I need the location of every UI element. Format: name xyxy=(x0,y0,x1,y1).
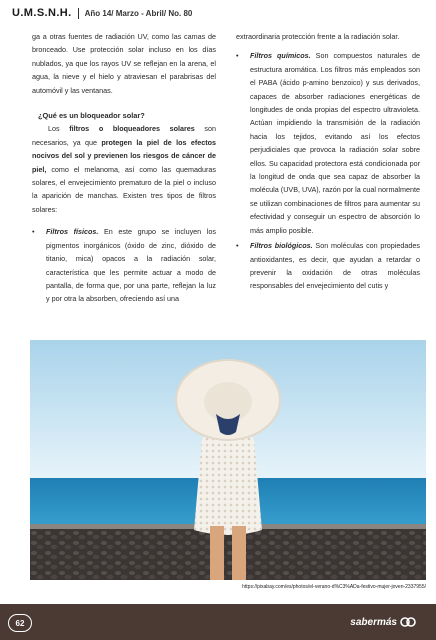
photo-credit: https://pixabay.com/es/photos/el-verano-d%C3%ADa-festivo-mujer-joven-2337955/ xyxy=(242,584,426,590)
bullet-filtros-fisicos: • Filtros físicos. En este grupo se incluyen los pigmentos inorgánicos (óxido de zinc, dióxido de titanio, mica) opacos a la radiación solar, característica que les permite actuar a modo de pantalla, de forma que, por una parte, reflejan la luz y por otra la absorben, ofreciendo así una xyxy=(32,225,216,305)
page-number: 62 xyxy=(8,614,32,632)
left-column xyxy=(32,30,216,306)
saber-mas-logo xyxy=(350,614,416,630)
page-footer xyxy=(0,604,436,640)
issue-info: Año 14/ Marzo - Abril/ No. 80 xyxy=(84,8,193,18)
left-paragraph-2: Los filtros o bloqueadores solares son necesarios, ya que protegen la piel de los efectos nocivos del sol y previenen los riesgos de cáncer de piel, como el melanoma, así como las quemaduras solares, el envejecimiento prematuro de la piel o incluso la aparición de manchas. Existen tres tipos de filtros solares: xyxy=(32,124,216,214)
section-heading: ¿Qué es un bloqueador solar? xyxy=(38,111,145,121)
bullet-term: Filtros químicos. xyxy=(250,51,311,61)
bullet-icon: • xyxy=(236,241,239,251)
header-divider xyxy=(78,8,79,19)
right-column xyxy=(236,30,420,293)
logo-text: sabermás xyxy=(350,616,397,628)
bullet-icon: • xyxy=(236,51,239,61)
right-paragraph-1: extraordinaria protección frente a la radiación solar. xyxy=(236,32,400,41)
bullet-filtros-quimicos: • Filtros químicos. Son compuestos naturales de estructura aromática. Los filtros más empleados son el PABA (ácido p-amino benzoico) y sus derivados, capaces de absorber radiaciones energéticas de longitudes de onda propias del espectro ultravioleta. Actúan impidiendo la transmisión de la radiación hacia los tejidos, evitando así los efectos perjudiciales que provoca la radiación solar sobre ellos. Su capacidad protectora está condicionada por la longitud de onda que sea capaz de absorber la molécula (UVB, UVA), razón por la cual normalmente se utilizan combinaciones de filtros para aumentar su efectividad y conseguir un espectro de absorción lo más amplio posible. xyxy=(236,49,420,237)
bold-phrase-filtros: filtros o bloqueadores solares xyxy=(69,124,195,134)
bullet-term: Filtros físicos. xyxy=(46,227,99,237)
left-paragraph-1: ga a otras fuentes de radiación UV, como las camas de bronceado. Use protección solar incluso en los días nublados, ya que los rayos UV se reflejan en la arena, el agua, la nieve y el hielo y atraviesan el parabrisas del automóvil y las ventanas. xyxy=(32,32,216,95)
bullet-icon: • xyxy=(32,227,35,237)
beach-photo xyxy=(30,340,426,580)
bold-phrase-protegen: protegen la piel de los efectos nocivos del sol y previenen los riesgos de cáncer de piel, xyxy=(32,137,216,174)
bullet-term: Filtros biológicos. xyxy=(250,241,313,251)
page-header xyxy=(12,6,192,20)
woman-sun-hat-illustration xyxy=(30,340,426,580)
logo-infinity-icon xyxy=(400,614,416,630)
journal-title: U.M.S.N.H. xyxy=(12,7,72,19)
bullet-filtros-biologicos: • Filtros biológicos. Son moléculas con propiedades antioxidantes, es decir, que ayudan a retardar o prevenir la oxidación de otras moléculas responsables del envejecimiento del cutis y xyxy=(236,239,420,293)
